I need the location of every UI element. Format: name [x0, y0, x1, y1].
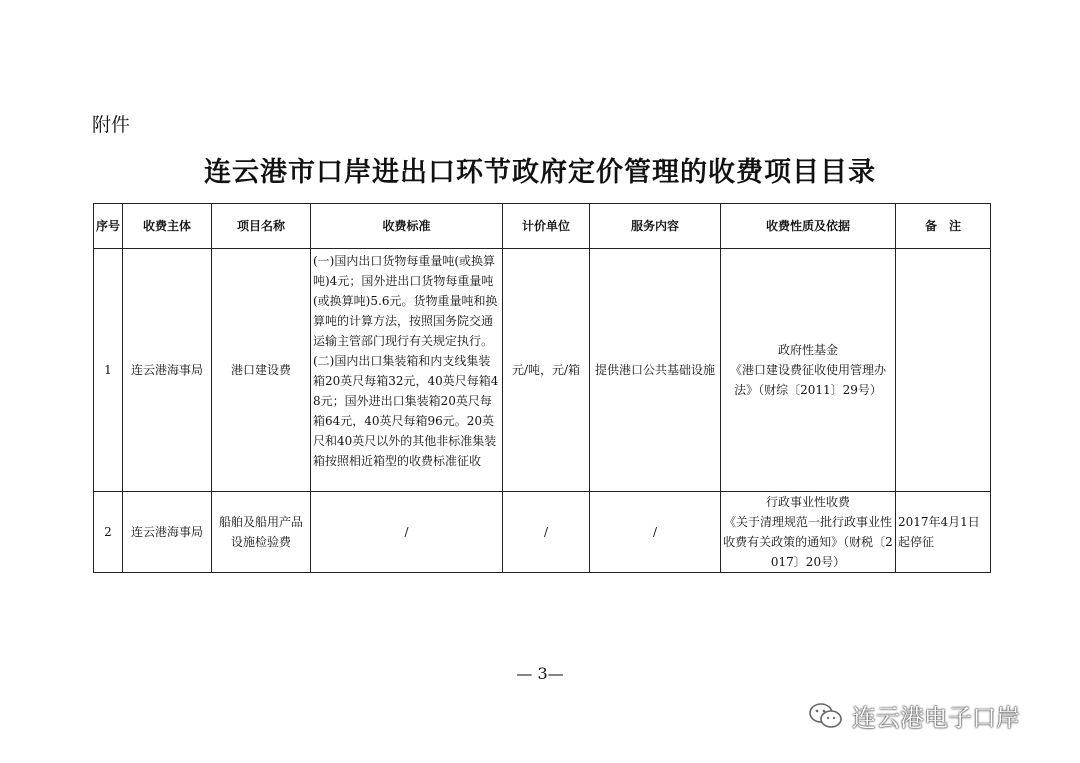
col-header-no: 序号 [94, 204, 123, 249]
col-header-standard: 收费标准 [311, 204, 503, 249]
cell-item: 船舶及船用产品设施检验费 [212, 492, 311, 573]
watermark [808, 698, 1020, 733]
table-row [94, 492, 991, 573]
attachment-label: 附件 [92, 114, 131, 136]
col-header-basis: 收费性质及依据 [721, 204, 896, 249]
cell-remark [896, 249, 991, 492]
col-header-item: 项目名称 [212, 204, 311, 249]
cell-item: 港口建设费 [212, 249, 311, 492]
col-header-subject: 收费主体 [123, 204, 212, 249]
cell-standard: / [311, 492, 503, 573]
cell-service: / [590, 492, 721, 573]
cell-subject: 连云港海事局 [123, 492, 212, 573]
cell-no: 2 [94, 492, 123, 573]
cell-basis [721, 492, 896, 573]
col-header-unit: 计价单位 [503, 204, 590, 249]
cell-subject: 连云港海事局 [123, 249, 212, 492]
document-title: 连云港市口岸进出口环节政府定价管理的收费项目目录 [204, 157, 876, 188]
cell-basis-text: 政府性基金 《港口建设费征收使用管理办法》（财综〔2011〕29号） [729, 343, 886, 397]
page-number: — 3— [516, 664, 564, 683]
watermark-text: 连云港电子口岸 [852, 704, 1020, 732]
cell-remark: 2017年4月1日起停征 [896, 492, 991, 573]
fee-table [93, 203, 991, 573]
cell-standard: (一)国内出口货物每重量吨(或换算吨)4元；国外进出口货物每重量吨(或换算吨)5.6元。货物重量吨和换算吨的计算方法，按照国务院交通运输主管部门现行有关规定执行。(二)国内出口集装箱和内支线集装箱20英尺每箱32元，40英尺每箱48元；国外进出口集装箱20英尺每箱64元，40英尺每箱96元。20英尺和40英尺以外的其他非标准集装箱按照相近箱型的收费标准征收 [311, 249, 503, 492]
col-header-remark: 备 注 [896, 204, 991, 249]
col-header-service: 服务内容 [590, 204, 721, 249]
table-row [94, 249, 991, 492]
cell-no: 1 [94, 249, 123, 492]
cell-unit: / [503, 492, 590, 573]
cell-basis-text: 行政事业性收费 《关于清理规范一批行政事业性收费有关政策的通知》（财税〔2017〕20号） [723, 495, 893, 569]
wechat-icon [808, 701, 844, 731]
cell-unit: 元/吨，元/箱 [503, 249, 590, 492]
cell-basis [721, 249, 896, 492]
table-header-row [94, 204, 991, 249]
cell-service: 提供港口公共基础设施 [590, 249, 721, 492]
